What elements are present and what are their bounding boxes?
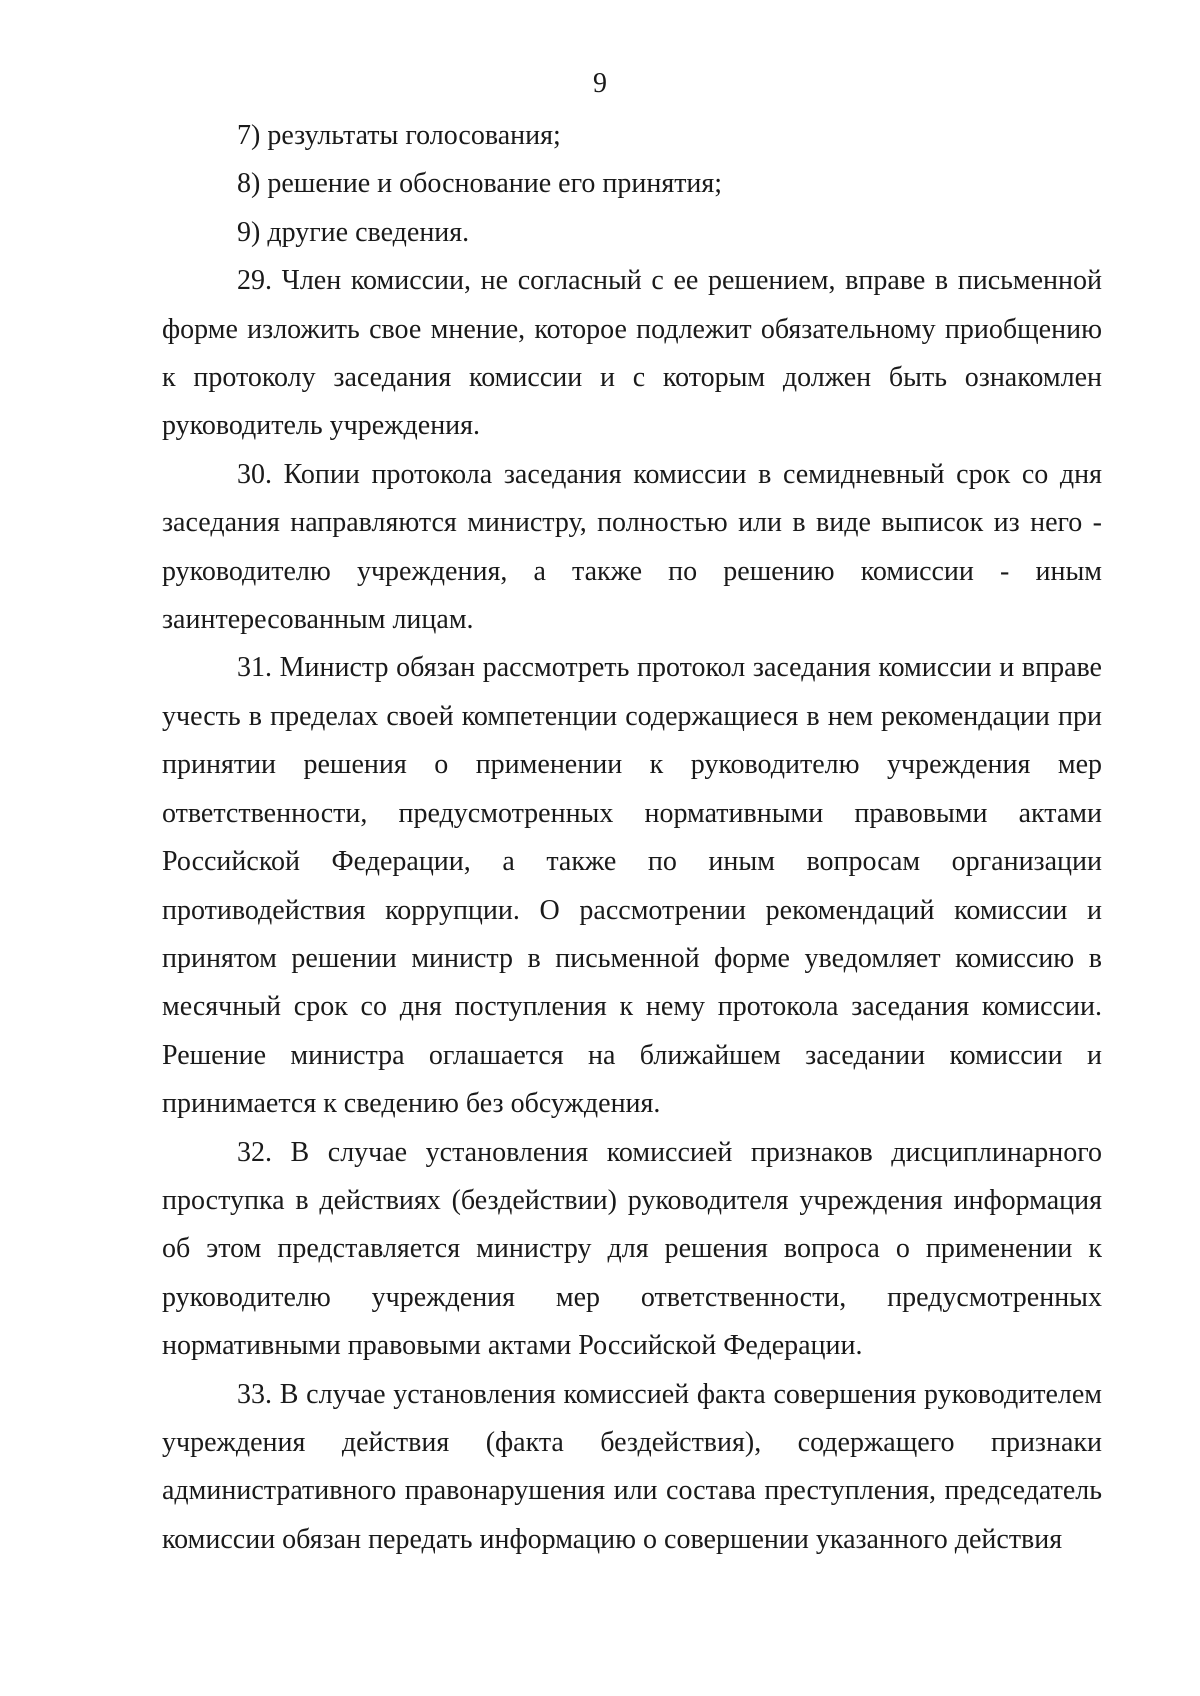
list-item-7: 7) результаты голосования;: [237, 120, 561, 151]
paragraph-33: 33. В случае установления комиссией факта совершения руководителем учреждения действия (факта бездействия), содержащего признаки административного правонарушения или состава преступления, председатель комиссии обязан передать информацию о совершении указанного действия: [162, 1378, 1102, 1555]
list-item-8: 8) решение и обоснование его принятия;: [237, 168, 723, 200]
list-item-9: 9) другие сведения.: [237, 216, 470, 248]
paragraph-30: 30. Копии протокола заседания комиссии в семидневный срок со дня заседания направляются министру, полностью или в виде выписок из него - руководителю учреждения, а также по решению комиссии - иным заинтересованным лицам.: [162, 458, 1102, 636]
paragraph-31: 31. Министр обязан рассмотреть протокол заседания комиссии и вправе учесть в пределах своей компетенции содержащиеся в нем рекомендации при принятии решения о применении к руководителю учреждения мер ответственности, предусмотренных нормативными правовыми актами Российской Федерации, а также по иным вопросам организации противодействия коррупции. О рассмотрении рекомендаций комиссии и принятом решении министр в письменной форме уведомляет комиссию в месячный срок со дня поступления к нему протокола заседания комиссии. Решение министра оглашается на ближайшем заседании комиссии и принимается к сведению без обсуждения.: [162, 652, 1102, 1120]
document-body: [162, 112, 1102, 1564]
paragraph-32: 32. В случае установления комиссией признаков дисциплинарного проступка в действиях (бездействии) руководителя учреждения информация об этом представляется министру для решения вопроса о применении к руководителю учреждения мер ответственности, предусмотренных нормативными правовыми актами Российской Федерации.: [162, 1136, 1102, 1362]
paragraph-29: 29. Член комиссии, не согласный с ее решением, вправе в письменной форме изложить свое мнение, которое подлежит обязательному приобщению к протоколу заседания комиссии и с которым должен быть ознакомлен руководитель учреждения.: [162, 265, 1102, 442]
page-number: 9: [593, 68, 607, 99]
